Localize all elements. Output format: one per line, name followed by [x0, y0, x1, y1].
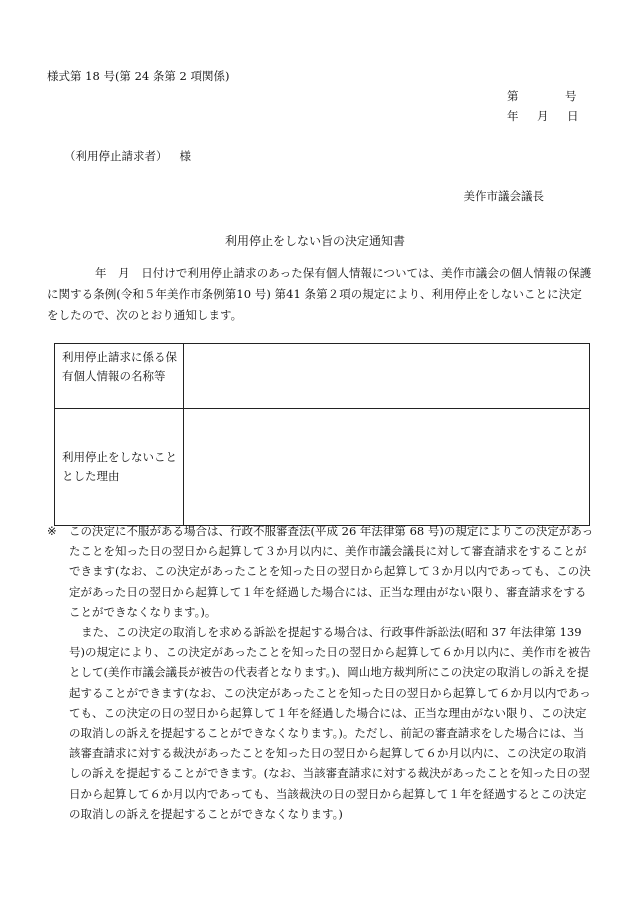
note2-text: また、この決定の取消しを求める訴訟を提起する場合は、行政事件訴訟法(昭和 37 年法律第 139号)の規定により、この決定があったことを知った日の翌日から起算して６か月以内に、美作市を被告として(美作市議会議長が被告の代表者となります。)、岡山地方裁判所にこの決定の取消しの訴えを提起することができます(なお、この決定があったことを知った日の翌日から起算して６か月以内であっても、この決定の日の翌日から起算して１年を経過した場合には、正当な理由がない限り、この決定の取消しの訴えを提起することができなくなります。)。ただし、前記の審査請求をした場合には、当該審査請求に対する裁決があったことを知った日の翌日から起算して６か月以内に、この決定の取消しの訴えを提起することができます。(なお、当該審査請求に対する裁決があったことを知った日の翌日から起算して６か月以内であっても、当該裁決の日の翌日から起算して１年を経過するとこの決定の取消しの訴えを提起することができなくなります。)	[69, 625, 591, 821]
number-label-go: 号	[565, 89, 577, 103]
form-number: 様式第 18 号(第 24 条第 2 項関係)	[47, 69, 230, 83]
row1-value	[184, 344, 590, 409]
addressee-honorific: 様	[179, 149, 191, 163]
note1-text: この決定に不服がある場合は、行政不服審査法(平成 26 年法律第 68 号)の規定によりこの決定があったことを知った日の翌日から起算して３か月以内に、美作市議会議長に対して審査請求をすることができます(なお、この決定があったことを知った日の翌日から起算して３か月以内であっても、この決定があった日の翌日から起算して１年を経過した場合には、正当な理由がない限り、審査請求をすることができなくなります。)。	[69, 524, 594, 619]
row2-label: 利用停止をしないこととした理由	[55, 409, 184, 526]
date-year-label: 年	[507, 109, 519, 123]
note-administrative-appeal	[47, 521, 595, 622]
document-title: 利用停止をしない旨の決定通知書	[224, 234, 405, 248]
notes-section	[47, 521, 595, 824]
row2-value	[184, 409, 590, 526]
body-paragraph: 年 月 日付けで利用停止請求のあった保有個人情報については、美作市議会の個人情報の保護に関する条例(令和５年美作市条例第10 号) 第41 条第２項の規定により、利用停止をしないことに決定をしたので、次のとおり通知します。	[47, 266, 592, 322]
date-day-label: 日	[567, 109, 579, 123]
date-month-label: 月	[537, 109, 549, 123]
note-mark: ※	[47, 524, 57, 538]
sender: 美作市議会議長	[463, 189, 544, 203]
addressee-name: （利用停止請求者）	[64, 149, 168, 163]
info-table	[54, 343, 590, 526]
table-row	[55, 344, 590, 409]
row1-label: 利用停止請求に係る保有個人情報の名称等	[55, 344, 184, 409]
table-row	[55, 409, 590, 526]
number-label-dai: 第	[507, 89, 519, 103]
note-lawsuit	[47, 622, 595, 824]
addressee	[64, 148, 191, 164]
